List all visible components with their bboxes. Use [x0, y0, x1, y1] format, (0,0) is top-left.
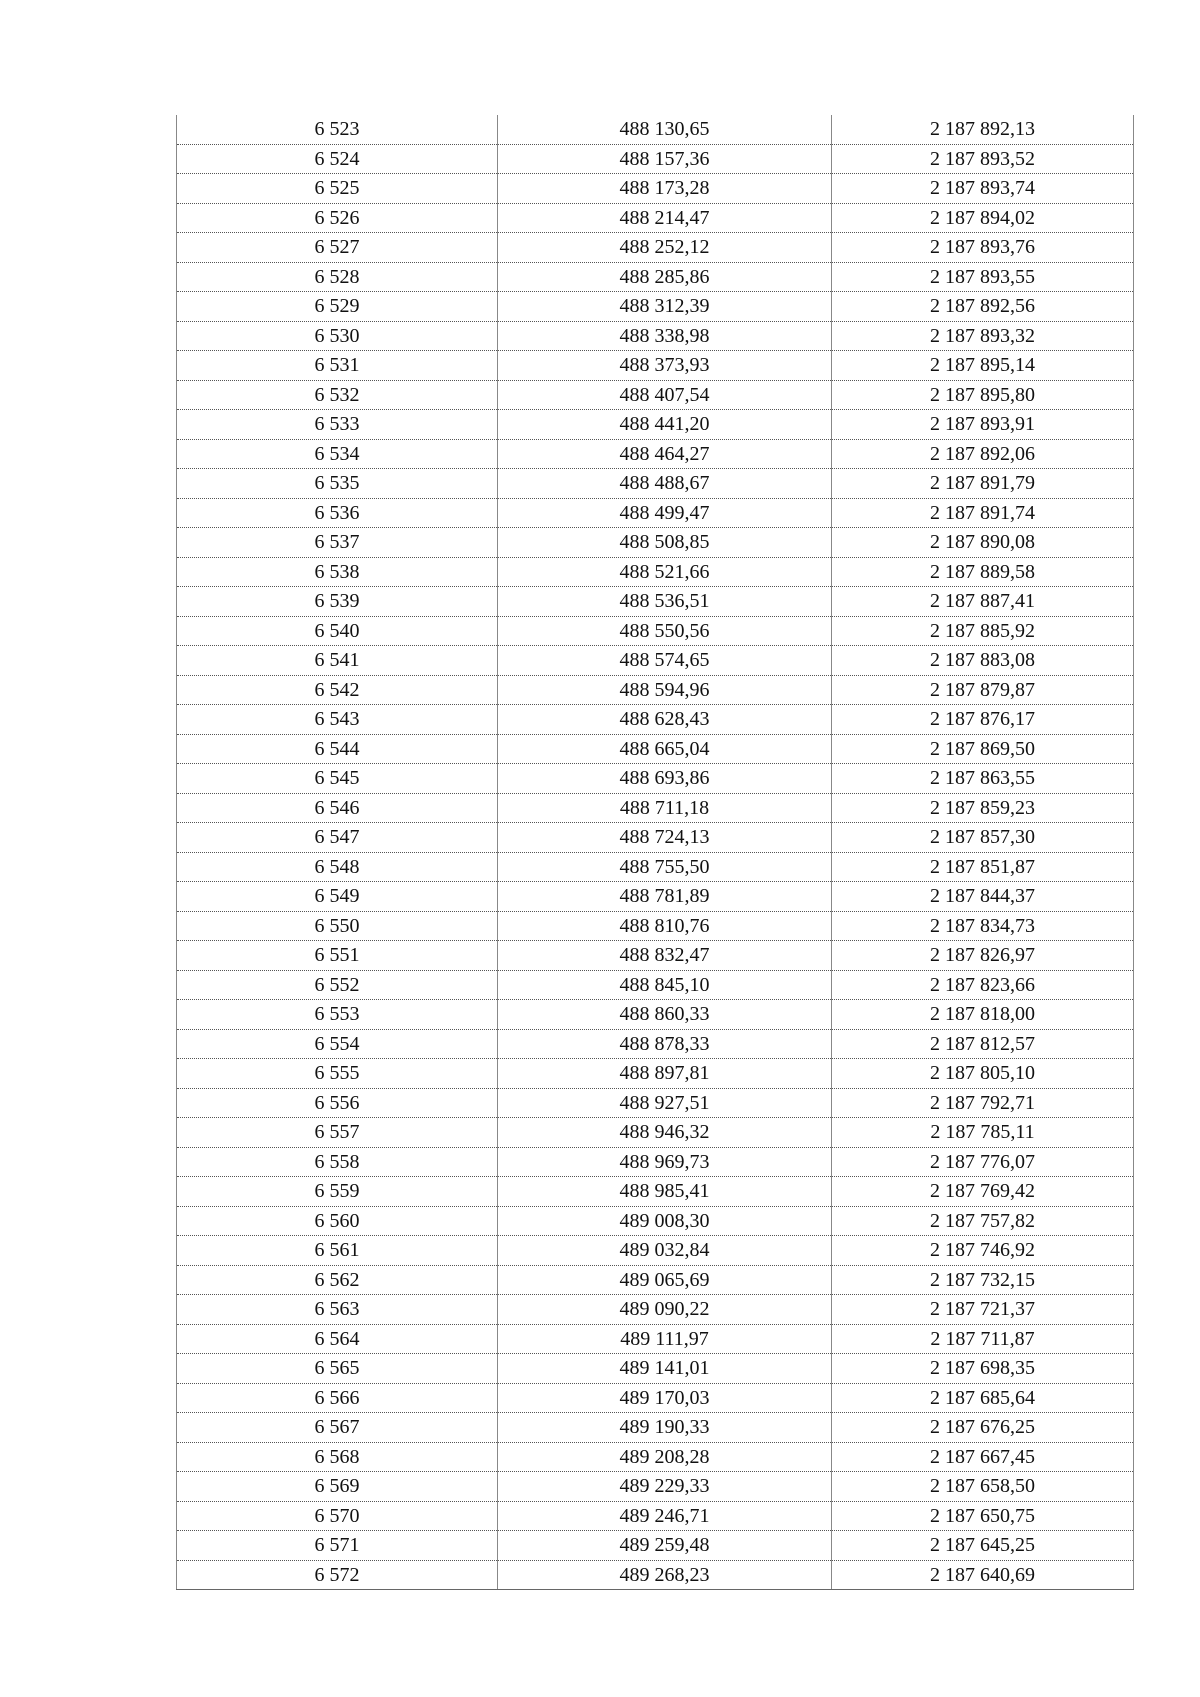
y-coordinate-cell: 2 187 859,23: [832, 793, 1134, 823]
table-row: [177, 764, 1134, 794]
point-number-cell: 6 537: [177, 528, 498, 558]
table-row: [177, 1265, 1134, 1295]
y-coordinate-cell: 2 187 667,45: [832, 1442, 1134, 1472]
y-coordinate-cell: 2 187 893,52: [832, 144, 1134, 174]
table-row: [177, 1088, 1134, 1118]
x-coordinate-cell: 489 170,03: [498, 1383, 832, 1413]
table-row: [177, 941, 1134, 971]
x-coordinate-cell: 488 550,56: [498, 616, 832, 646]
y-coordinate-cell: 2 187 892,06: [832, 439, 1134, 469]
x-coordinate-cell: 488 755,50: [498, 852, 832, 882]
x-coordinate-cell: 488 985,41: [498, 1177, 832, 1207]
x-coordinate-cell: 488 441,20: [498, 410, 832, 440]
x-coordinate-cell: 489 032,84: [498, 1236, 832, 1266]
y-coordinate-cell: 2 187 757,82: [832, 1206, 1134, 1236]
table-row: [177, 380, 1134, 410]
point-number-cell: 6 555: [177, 1059, 498, 1089]
point-number-cell: 6 560: [177, 1206, 498, 1236]
y-coordinate-cell: 2 187 887,41: [832, 587, 1134, 617]
point-number-cell: 6 539: [177, 587, 498, 617]
y-coordinate-cell: 2 187 844,37: [832, 882, 1134, 912]
x-coordinate-cell: 489 008,30: [498, 1206, 832, 1236]
point-number-cell: 6 534: [177, 439, 498, 469]
y-coordinate-cell: 2 187 893,74: [832, 174, 1134, 204]
table-row: [177, 1442, 1134, 1472]
point-number-cell: 6 559: [177, 1177, 498, 1207]
x-coordinate-cell: 488 665,04: [498, 734, 832, 764]
coordinates-table: [176, 115, 1134, 1590]
point-number-cell: 6 549: [177, 882, 498, 912]
point-number-cell: 6 561: [177, 1236, 498, 1266]
y-coordinate-cell: 2 187 650,75: [832, 1501, 1134, 1531]
table-row: [177, 439, 1134, 469]
x-coordinate-cell: 488 521,66: [498, 557, 832, 587]
y-coordinate-cell: 2 187 834,73: [832, 911, 1134, 941]
point-number-cell: 6 527: [177, 233, 498, 263]
point-number-cell: 6 547: [177, 823, 498, 853]
table-row: [177, 557, 1134, 587]
x-coordinate-cell: 488 810,76: [498, 911, 832, 941]
y-coordinate-cell: 2 187 812,57: [832, 1029, 1134, 1059]
table-row: [177, 1324, 1134, 1354]
x-coordinate-cell: 488 927,51: [498, 1088, 832, 1118]
table-row: [177, 734, 1134, 764]
x-coordinate-cell: 488 407,54: [498, 380, 832, 410]
y-coordinate-cell: 2 187 876,17: [832, 705, 1134, 735]
point-number-cell: 6 536: [177, 498, 498, 528]
table-row: [177, 675, 1134, 705]
x-coordinate-cell: 489 268,23: [498, 1560, 832, 1590]
table-row: [177, 321, 1134, 351]
table-row: [177, 1029, 1134, 1059]
point-number-cell: 6 533: [177, 410, 498, 440]
y-coordinate-cell: 2 187 895,14: [832, 351, 1134, 381]
table-row: [177, 233, 1134, 263]
point-number-cell: 6 565: [177, 1354, 498, 1384]
x-coordinate-cell: 488 832,47: [498, 941, 832, 971]
x-coordinate-cell: 488 860,33: [498, 1000, 832, 1030]
x-coordinate-cell: 488 594,96: [498, 675, 832, 705]
point-number-cell: 6 553: [177, 1000, 498, 1030]
x-coordinate-cell: 488 252,12: [498, 233, 832, 263]
point-number-cell: 6 562: [177, 1265, 498, 1295]
x-coordinate-cell: 488 173,28: [498, 174, 832, 204]
y-coordinate-cell: 2 187 658,50: [832, 1472, 1134, 1502]
y-coordinate-cell: 2 187 851,87: [832, 852, 1134, 882]
table-row: [177, 1354, 1134, 1384]
y-coordinate-cell: 2 187 889,58: [832, 557, 1134, 587]
table-row: [177, 174, 1134, 204]
table-row: [177, 823, 1134, 853]
point-number-cell: 6 531: [177, 351, 498, 381]
point-number-cell: 6 525: [177, 174, 498, 204]
x-coordinate-cell: 488 499,47: [498, 498, 832, 528]
y-coordinate-cell: 2 187 892,56: [832, 292, 1134, 322]
x-coordinate-cell: 488 781,89: [498, 882, 832, 912]
y-coordinate-cell: 2 187 894,02: [832, 203, 1134, 233]
x-coordinate-cell: 489 259,48: [498, 1531, 832, 1561]
x-coordinate-cell: 489 229,33: [498, 1472, 832, 1502]
x-coordinate-cell: 488 878,33: [498, 1029, 832, 1059]
x-coordinate-cell: 488 946,32: [498, 1118, 832, 1148]
point-number-cell: 6 526: [177, 203, 498, 233]
x-coordinate-cell: 488 724,13: [498, 823, 832, 853]
table-row: [177, 528, 1134, 558]
x-coordinate-cell: 488 693,86: [498, 764, 832, 794]
y-coordinate-cell: 2 187 893,76: [832, 233, 1134, 263]
y-coordinate-cell: 2 187 698,35: [832, 1354, 1134, 1384]
point-number-cell: 6 540: [177, 616, 498, 646]
point-number-cell: 6 543: [177, 705, 498, 735]
y-coordinate-cell: 2 187 890,08: [832, 528, 1134, 558]
table-row: [177, 587, 1134, 617]
y-coordinate-cell: 2 187 893,32: [832, 321, 1134, 351]
table-row: [177, 410, 1134, 440]
coordinates-table-body: [177, 115, 1134, 1590]
x-coordinate-cell: 489 208,28: [498, 1442, 832, 1472]
table-row: [177, 1000, 1134, 1030]
y-coordinate-cell: 2 187 883,08: [832, 646, 1134, 676]
point-number-cell: 6 538: [177, 557, 498, 587]
y-coordinate-cell: 2 187 869,50: [832, 734, 1134, 764]
point-number-cell: 6 564: [177, 1324, 498, 1354]
point-number-cell: 6 528: [177, 262, 498, 292]
y-coordinate-cell: 2 187 818,00: [832, 1000, 1134, 1030]
point-number-cell: 6 548: [177, 852, 498, 882]
table-row: [177, 1206, 1134, 1236]
point-number-cell: 6 570: [177, 1501, 498, 1531]
x-coordinate-cell: 488 711,18: [498, 793, 832, 823]
point-number-cell: 6 558: [177, 1147, 498, 1177]
y-coordinate-cell: 2 187 826,97: [832, 941, 1134, 971]
table-row: [177, 498, 1134, 528]
table-row: [177, 793, 1134, 823]
table-row: [177, 1501, 1134, 1531]
y-coordinate-cell: 2 187 891,79: [832, 469, 1134, 499]
x-coordinate-cell: 488 285,86: [498, 262, 832, 292]
y-coordinate-cell: 2 187 895,80: [832, 380, 1134, 410]
y-coordinate-cell: 2 187 685,64: [832, 1383, 1134, 1413]
table-row: [177, 1177, 1134, 1207]
y-coordinate-cell: 2 187 746,92: [832, 1236, 1134, 1266]
x-coordinate-cell: 488 845,10: [498, 970, 832, 1000]
point-number-cell: 6 551: [177, 941, 498, 971]
table-row: [177, 970, 1134, 1000]
x-coordinate-cell: 488 508,85: [498, 528, 832, 558]
x-coordinate-cell: 488 157,36: [498, 144, 832, 174]
point-number-cell: 6 542: [177, 675, 498, 705]
y-coordinate-cell: 2 187 879,87: [832, 675, 1134, 705]
x-coordinate-cell: 488 574,65: [498, 646, 832, 676]
point-number-cell: 6 568: [177, 1442, 498, 1472]
table-row: [177, 203, 1134, 233]
point-number-cell: 6 532: [177, 380, 498, 410]
x-coordinate-cell: 488 373,93: [498, 351, 832, 381]
point-number-cell: 6 556: [177, 1088, 498, 1118]
table-row: [177, 705, 1134, 735]
x-coordinate-cell: 488 628,43: [498, 705, 832, 735]
y-coordinate-cell: 2 187 711,87: [832, 1324, 1134, 1354]
y-coordinate-cell: 2 187 769,42: [832, 1177, 1134, 1207]
x-coordinate-cell: 488 897,81: [498, 1059, 832, 1089]
y-coordinate-cell: 2 187 893,55: [832, 262, 1134, 292]
x-coordinate-cell: 488 969,73: [498, 1147, 832, 1177]
table-row: [177, 292, 1134, 322]
point-number-cell: 6 566: [177, 1383, 498, 1413]
x-coordinate-cell: 489 141,01: [498, 1354, 832, 1384]
table-row: [177, 1472, 1134, 1502]
y-coordinate-cell: 2 187 805,10: [832, 1059, 1134, 1089]
table-row: [177, 144, 1134, 174]
table-row: [177, 262, 1134, 292]
x-coordinate-cell: 489 090,22: [498, 1295, 832, 1325]
table-row: [177, 1059, 1134, 1089]
x-coordinate-cell: 488 312,39: [498, 292, 832, 322]
table-row: [177, 1147, 1134, 1177]
table-row: [177, 1236, 1134, 1266]
point-number-cell: 6 567: [177, 1413, 498, 1443]
y-coordinate-cell: 2 187 732,15: [832, 1265, 1134, 1295]
x-coordinate-cell: 488 338,98: [498, 321, 832, 351]
y-coordinate-cell: 2 187 792,71: [832, 1088, 1134, 1118]
x-coordinate-cell: 489 246,71: [498, 1501, 832, 1531]
y-coordinate-cell: 2 187 893,91: [832, 410, 1134, 440]
table-row: [177, 1560, 1134, 1590]
point-number-cell: 6 554: [177, 1029, 498, 1059]
table-row: [177, 1413, 1134, 1443]
point-number-cell: 6 545: [177, 764, 498, 794]
point-number-cell: 6 552: [177, 970, 498, 1000]
table-row: [177, 351, 1134, 381]
table-row: [177, 882, 1134, 912]
table-row: [177, 616, 1134, 646]
point-number-cell: 6 535: [177, 469, 498, 499]
point-number-cell: 6 569: [177, 1472, 498, 1502]
y-coordinate-cell: 2 187 857,30: [832, 823, 1134, 853]
x-coordinate-cell: 488 488,67: [498, 469, 832, 499]
y-coordinate-cell: 2 187 892,13: [832, 115, 1134, 144]
x-coordinate-cell: 488 130,65: [498, 115, 832, 144]
point-number-cell: 6 524: [177, 144, 498, 174]
point-number-cell: 6 541: [177, 646, 498, 676]
point-number-cell: 6 544: [177, 734, 498, 764]
point-number-cell: 6 530: [177, 321, 498, 351]
y-coordinate-cell: 2 187 721,37: [832, 1295, 1134, 1325]
y-coordinate-cell: 2 187 776,07: [832, 1147, 1134, 1177]
y-coordinate-cell: 2 187 885,92: [832, 616, 1134, 646]
x-coordinate-cell: 488 214,47: [498, 203, 832, 233]
point-number-cell: 6 572: [177, 1560, 498, 1590]
y-coordinate-cell: 2 187 785,11: [832, 1118, 1134, 1148]
point-number-cell: 6 563: [177, 1295, 498, 1325]
table-row: [177, 469, 1134, 499]
y-coordinate-cell: 2 187 676,25: [832, 1413, 1134, 1443]
table-row: [177, 911, 1134, 941]
y-coordinate-cell: 2 187 863,55: [832, 764, 1134, 794]
y-coordinate-cell: 2 187 823,66: [832, 970, 1134, 1000]
x-coordinate-cell: 489 065,69: [498, 1265, 832, 1295]
point-number-cell: 6 571: [177, 1531, 498, 1561]
y-coordinate-cell: 2 187 891,74: [832, 498, 1134, 528]
point-number-cell: 6 557: [177, 1118, 498, 1148]
x-coordinate-cell: 489 190,33: [498, 1413, 832, 1443]
point-number-cell: 6 529: [177, 292, 498, 322]
table-row: [177, 646, 1134, 676]
table-row: [177, 852, 1134, 882]
table-row: [177, 1295, 1134, 1325]
y-coordinate-cell: 2 187 645,25: [832, 1531, 1134, 1561]
point-number-cell: 6 550: [177, 911, 498, 941]
table-row: [177, 1118, 1134, 1148]
x-coordinate-cell: 488 464,27: [498, 439, 832, 469]
x-coordinate-cell: 488 536,51: [498, 587, 832, 617]
point-number-cell: 6 523: [177, 115, 498, 144]
y-coordinate-cell: 2 187 640,69: [832, 1560, 1134, 1590]
table-row: [177, 1531, 1134, 1561]
point-number-cell: 6 546: [177, 793, 498, 823]
x-coordinate-cell: 489 111,97: [498, 1324, 832, 1354]
table-row: [177, 1383, 1134, 1413]
table-row: [177, 115, 1134, 144]
